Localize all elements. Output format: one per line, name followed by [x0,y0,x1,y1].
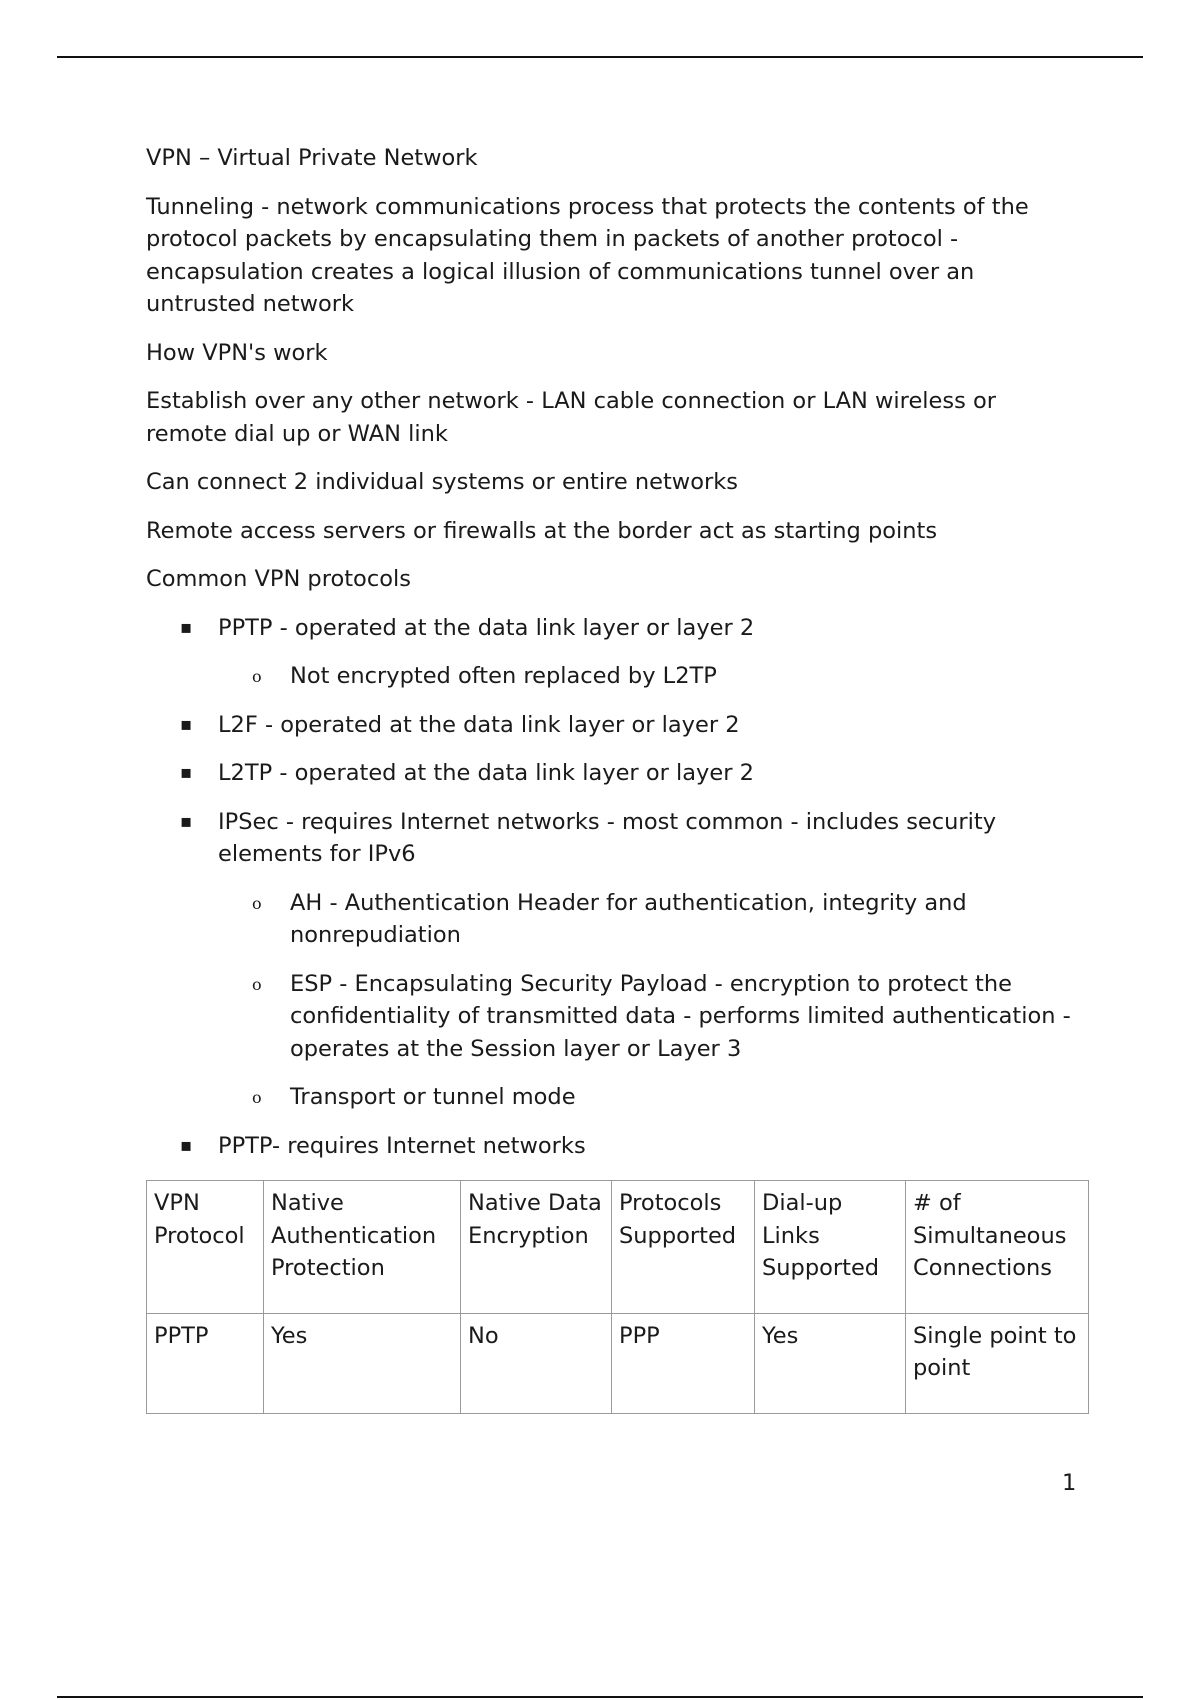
table-cell: No [461,1313,612,1413]
list-item-text: PPTP - operated at the data link layer or layer 2 [218,614,755,641]
footer-rule [57,1696,1143,1698]
table-header-cell: Protocols Supported [612,1181,755,1314]
bullet-circle-icon: o [252,667,262,686]
tunneling-paragraph: Tunneling - network communications process that protects the contents of the protocol packets by encapsulating them in packets of another protocol - encapsulation creates a logical illusion of communications tunnel over an untrusted network [146,193,1029,317]
sublist-item-text: Transport or tunnel mode [290,1084,576,1110]
document-body [146,142,1082,1414]
sublist-item [218,968,1082,1066]
how-vpn-heading: How VPN's work [146,339,328,366]
list-item-l2f [146,709,1082,742]
list-item-text: L2F - operated at the data link layer or layer 2 [218,711,740,738]
list-item-pptp-2 [146,1130,1082,1163]
sublist-item [218,1081,1082,1114]
table-header-cell: Native Data Encryption [461,1181,612,1314]
table-header-cell: Native Authentication Protection [264,1181,461,1314]
table-header-cell: Dial-up Links Supported [755,1181,906,1314]
establish-paragraph: Establish over any other network - LAN cable connection or LAN wireless or remote dial up or WAN link [146,388,996,447]
list-item-ipsec [146,806,1082,1114]
common-protocols-heading: Common VPN protocols [146,566,411,592]
sublist-item-text: ESP - Encapsulating Security Payload - encryption to protect the confidentiality of transmitted data - performs limited authentication - operates at the Session layer or Layer 3 [290,970,1071,1062]
bullet-square-icon: ▪ [180,616,193,638]
table-cell: PPP [612,1313,755,1413]
bullet-square-icon: ▪ [180,762,193,783]
table-header-cell: # of Simultaneous Connections [906,1181,1089,1314]
table-header-cell: VPN Protocol [147,1181,264,1314]
table-cell: Yes [264,1313,461,1413]
header-rule [57,56,1143,58]
bullet-circle-icon: o [252,1088,262,1107]
sublist-item [218,887,1082,952]
list-item-l2tp [146,757,1082,790]
remote-access-paragraph: Remote access servers or firewalls at the border act as starting points [146,517,938,544]
list-item-text: IPSec - requires Internet networks - most common - includes security elements for IPv6 [218,808,997,867]
connect-paragraph: Can connect 2 individual systems or entire networks [146,469,738,495]
table-cell: Single point to point [906,1313,1089,1413]
table-cell: Yes [755,1313,906,1413]
bullet-square-icon: ▪ [180,810,193,832]
protocol-list [146,612,1082,1163]
pptp-sublist [218,660,1082,693]
bullet-square-icon: ▪ [180,1134,193,1156]
sublist-item [218,660,1082,693]
doc-title: VPN – Virtual Private Network [146,145,478,171]
table-row [147,1313,1089,1413]
bullet-square-icon: ▪ [180,713,193,735]
sublist-item-text: AH - Authentication Header for authentication, integrity and nonrepudiation [290,889,967,948]
sublist-item-text: Not encrypted often replaced by L2TP [290,663,717,689]
ipsec-sublist [218,887,1082,1114]
list-item-text: PPTP- requires Internet networks [218,1132,586,1159]
list-item-pptp [146,612,1082,693]
table-cell: PPTP [147,1313,264,1413]
page-number: 1 [1062,1470,1077,1496]
table-header-row [147,1181,1089,1314]
bullet-circle-icon: o [252,893,262,913]
bullet-circle-icon: o [252,974,262,994]
list-item-text: L2TP - operated at the data link layer or layer 2 [218,760,754,786]
vpn-protocol-table [146,1180,1089,1414]
